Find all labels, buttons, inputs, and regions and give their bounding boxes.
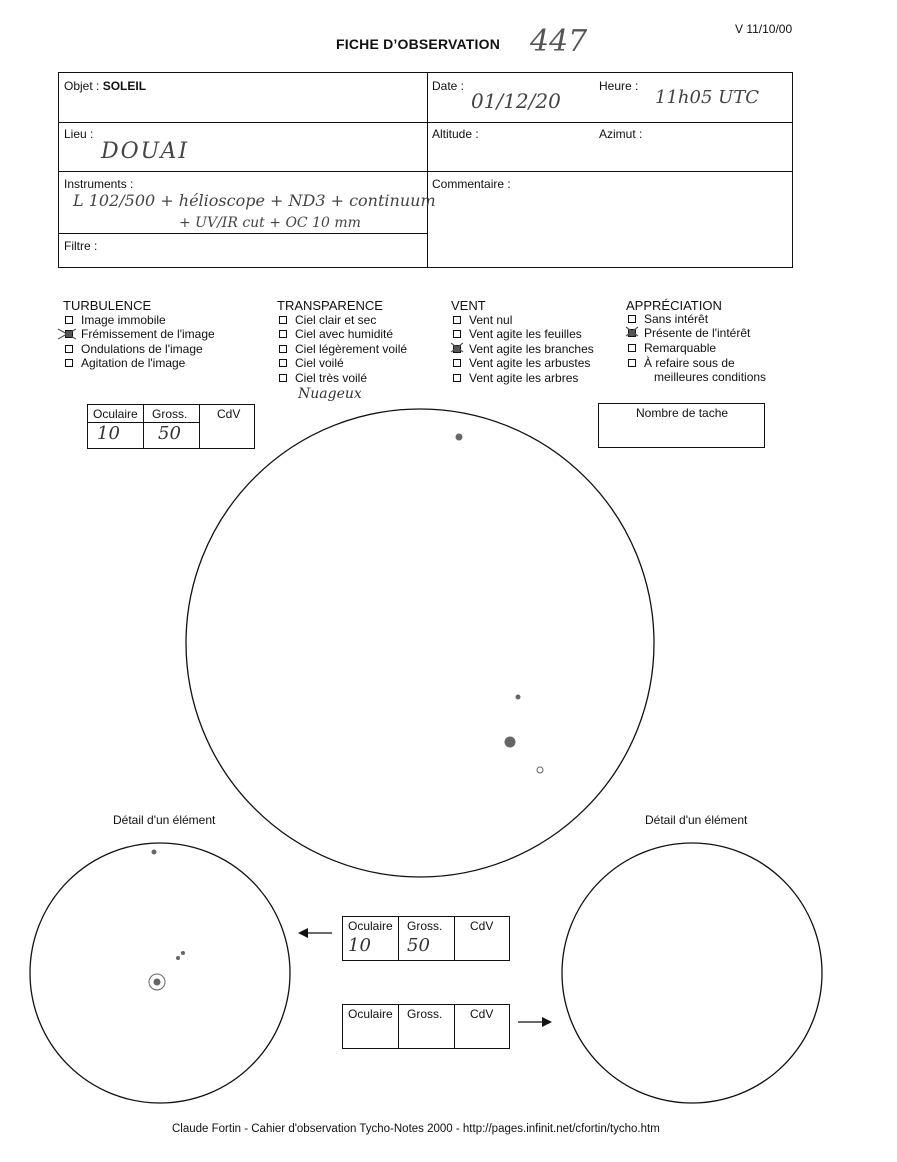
lieu-label: Lieu : xyxy=(64,127,94,141)
observation-number: 447 xyxy=(530,24,588,59)
vent-option-2[interactable]: Vent agite les branches xyxy=(453,342,594,356)
heure-label: Heure : xyxy=(599,79,639,93)
sunspot-top xyxy=(456,434,462,440)
objet-label: Objet : xyxy=(64,79,100,93)
oculaire-value: 10 xyxy=(348,935,371,956)
instruments-line1: L 102/500 + hélioscope + ND3 + continuum xyxy=(73,191,436,210)
instruments-line2: + UV/IR cut + OC 10 mm xyxy=(179,215,361,231)
page-title: FICHE D’OBSERVATION xyxy=(336,36,501,52)
date-label: Date : xyxy=(432,79,465,93)
commentaire-label: Commentaire : xyxy=(432,177,511,191)
cdv-header: CdV xyxy=(470,919,494,933)
appreciation-option-3-cont: meilleures conditions xyxy=(654,370,767,384)
gross-value: 50 xyxy=(407,935,430,956)
gross-value: 50 xyxy=(158,423,181,444)
arrow-left-icon xyxy=(298,928,332,938)
transparence-option-1[interactable]: Ciel avec humidité xyxy=(279,327,393,341)
footer-text: Claude Fortin - Cahier d'observation Tycho-Notes 2000 - http://pages.infinit.net/cfortin/tycho.htm xyxy=(172,1123,660,1135)
detail-spot-core xyxy=(154,979,160,985)
turbulence-option-1[interactable]: Frémissement de l'image xyxy=(65,327,215,341)
instruments-label: Instruments : xyxy=(64,177,134,191)
objet-value: SOLEIL xyxy=(102,79,147,93)
azimut-label: Azimut : xyxy=(599,127,643,141)
sunspot-lower xyxy=(537,767,543,773)
appreciation-option-2[interactable]: Remarquable xyxy=(628,341,716,355)
vent-title: VENT xyxy=(451,298,486,313)
transparence-option-4[interactable]: Ciel très voilé xyxy=(279,371,367,385)
turbulence-option-2[interactable]: Ondulations de l'image xyxy=(65,342,203,356)
transparence-option-0[interactable]: Ciel clair et sec xyxy=(279,313,376,327)
vent-option-0[interactable]: Vent nul xyxy=(453,313,512,327)
vent-option-4[interactable]: Vent agite les arbres xyxy=(453,371,578,385)
date-value: 01/12/20 xyxy=(471,89,561,113)
transparence-option-3[interactable]: Ciel voilé xyxy=(279,356,344,370)
filtre-label: Filtre : xyxy=(64,239,98,253)
appreciation-option-1[interactable]: Présente de l'intérêt xyxy=(628,326,750,340)
sunspot-small xyxy=(516,695,520,699)
cdv-header: CdV xyxy=(217,407,241,421)
detail-right-title: Détail d'un élément xyxy=(645,813,748,827)
turbulence-option-0[interactable]: Image immobile xyxy=(65,313,166,327)
oculaire-value: 10 xyxy=(97,423,120,444)
arrow-right-icon xyxy=(518,1017,552,1027)
appreciation-option-0[interactable]: Sans intérêt xyxy=(628,312,708,326)
version-label: V 11/10/00 xyxy=(735,22,793,36)
detail-spot-top xyxy=(152,850,156,854)
gross-header: Gross. xyxy=(407,1007,443,1021)
altitude-label: Altitude : xyxy=(432,127,479,141)
transparence-title: TRANSPARENCE xyxy=(277,298,383,313)
oculaire-header: Oculaire xyxy=(348,919,393,933)
solar-disk-circle xyxy=(186,409,654,877)
transparence-option-2[interactable]: Ciel légèrement voilé xyxy=(279,342,407,356)
check-marks xyxy=(58,327,638,352)
sunspot-main xyxy=(505,737,515,747)
detail-left-circle xyxy=(30,843,290,1103)
vent-option-1[interactable]: Vent agite les feuilles xyxy=(453,327,582,341)
gross-header: Gross. xyxy=(152,407,188,421)
detail-left-title: Détail d'un élément xyxy=(113,813,216,827)
turbulence-option-3[interactable]: Agitation de l'image xyxy=(65,356,185,370)
cdv-header: CdV xyxy=(470,1007,494,1021)
detail-spot-dot xyxy=(182,952,185,955)
oculaire-header: Oculaire xyxy=(348,1007,393,1021)
gross-header: Gross. xyxy=(407,919,443,933)
heure-value: 11h05 UTC xyxy=(655,87,760,108)
oculaire-header: Oculaire xyxy=(93,407,138,421)
appreciation-title: APPRÉCIATION xyxy=(626,298,722,313)
turbulence-title: TURBULENCE xyxy=(63,298,152,313)
nombre-tache-label: Nombre de tache xyxy=(636,406,729,420)
detail-right-circle xyxy=(562,843,822,1103)
vent-option-3[interactable]: Vent agite les arbustes xyxy=(453,356,590,370)
appreciation-option-3[interactable]: À refaire sous de xyxy=(628,356,735,370)
lieu-value: DOUAI xyxy=(101,139,190,164)
transparence-note: Nuageux xyxy=(298,386,362,402)
sunspots xyxy=(149,434,543,990)
detail-spot-dot xyxy=(177,957,180,960)
